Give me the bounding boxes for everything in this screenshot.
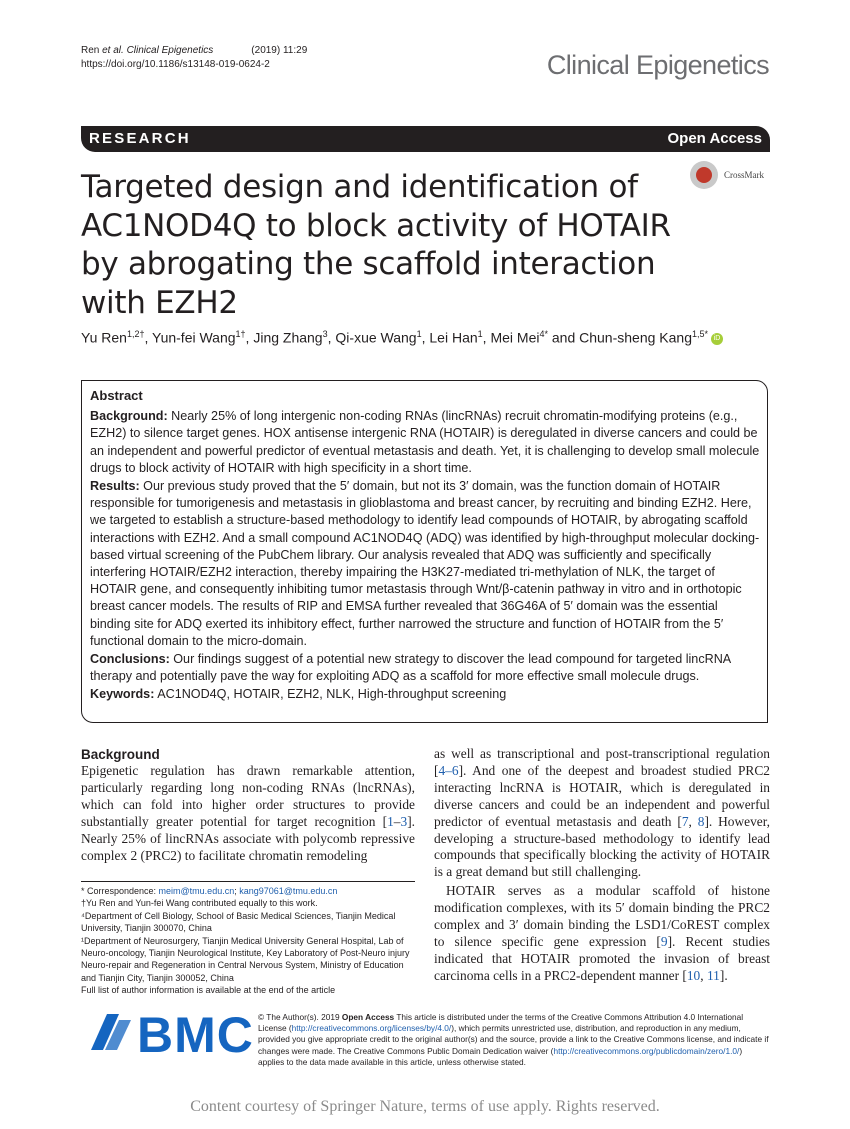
background-heading: Background <box>81 747 160 762</box>
author-affiliation: 4* <box>539 329 548 339</box>
author-name: Yun-fei Wang <box>152 329 236 346</box>
author-affiliation: 1,5* <box>692 329 709 339</box>
license-link[interactable]: http://creativecommons.org/publicdomain/zero/1.0/ <box>553 1045 740 1056</box>
body-left-column <box>81 746 415 864</box>
citation-link[interactable]: 7 <box>681 813 689 829</box>
license-open-access: Open Access <box>341 1012 395 1022</box>
abstract-background-label: Background: <box>90 409 168 424</box>
open-access-label: Open Access <box>667 130 762 147</box>
author-separator: , <box>327 329 336 346</box>
citation-year: (2019) 11:29 <box>251 45 308 56</box>
author-affiliation: 1,2† <box>126 329 145 339</box>
email-separator: ; <box>234 886 240 896</box>
email-link[interactable]: kang97061@tmu.edu.cn <box>239 886 338 896</box>
abstract-background-text: Nearly 25% of long intergenic non-coding RNAs (lincRNAs) recruit chromatin-modifying proteins (e.g., EZH2) to silence target genes. HOX antisense intergenic RNA (HOTAIR) is deregulated in diverse cancers and could be an independent and powerful predictor of eventual metastasis and death. Yet, it is challenging to develop small molecule drugs to block activity of HOTAIR with high specificity in a short time. <box>90 409 760 475</box>
paragraph-text: ]. Nearly 25% of lincRNAs associate with polycomb repressive complex 2 (PRC2) to facilitate chromatin remodeling <box>81 813 415 863</box>
license-body: This article is distributed under the terms of the Creative Commons Attribution 4.0 International License ( <box>258 1012 744 1034</box>
license-copyright: © The Author(s). 2019 <box>258 1012 342 1022</box>
doi-link[interactable]: https://doi.org/10.1186/s13148-019-0624-2 <box>81 59 270 70</box>
affiliation-1: ¹Department of Neurosurgery, Tianjin Medical University General Hospital, Lab of Neuro-oncology, Tianjin Neurological Institute, Key Laboratory of Post-Neuro injury Neuro-repair and Regeneration in Central Nervous System, Ministry of Education and Tianjin City, Tianjin 300052, China <box>81 935 410 983</box>
citation <box>81 44 307 72</box>
courtesy-notice: Content courtesy of Springer Nature, terms of use apply. Rights reserved. <box>190 1098 660 1115</box>
footnotes <box>81 885 421 997</box>
abstract-results <box>90 478 760 650</box>
equal-contribution-note: †Yu Ren and Yun-fei Wang contributed equally to this work. <box>81 898 318 909</box>
paragraph-text: , <box>700 967 707 983</box>
section-label: RESEARCH <box>89 130 191 147</box>
license-text <box>258 1012 770 1068</box>
author-name: Qi-xue Wang <box>335 329 417 346</box>
author-name: Mei Mei <box>490 329 540 346</box>
crossmark-label: CrossMark <box>724 170 764 180</box>
correspondence <box>81 885 421 897</box>
paragraph-text: ]. And one of the deepest and broadest studied PRC2 interacting lncRNA is HOTAIR, which is deregulated in diverse cancers and could be an independent and powerful predictor of eventual metastasis and death [ <box>434 762 770 829</box>
author-affiliation: 3 <box>322 329 328 339</box>
author-separator: , <box>482 329 491 346</box>
background-paragraph <box>81 763 415 864</box>
abstract-heading: Abstract <box>90 388 143 403</box>
abstract-keywords <box>90 686 760 703</box>
author-separator: , <box>421 329 430 346</box>
abstract-keywords-text: AC1NOD4Q, HOTAIR, EZH2, NLK, High-throughput screening <box>154 687 507 702</box>
correspondence-label: * Correspondence: <box>81 886 159 896</box>
citation-authors: Ren <box>81 45 103 56</box>
crossmark-button[interactable] <box>690 161 800 191</box>
body-right-column <box>434 746 770 985</box>
license-link[interactable]: http://creativecommons.org/licenses/by/4.0/ <box>291 1023 452 1034</box>
license-body: ) applies to the data made available in this article, unless otherwise stated. <box>258 1045 743 1067</box>
journal-name: Clinical Epigenetics <box>546 50 769 80</box>
abstract-conclusions-label: Conclusions: <box>90 652 170 667</box>
bmc-logo-text: BMC <box>137 1007 254 1063</box>
citation-link[interactable]: 9 <box>660 933 668 949</box>
full-list-note: Full list of author information is available at the end of the article <box>81 985 336 996</box>
abstract-results-text: Our previous study proved that the 5′ domain, but not its 3′ domain, was the function domain of HOTAIR responsible for tumorigenesis and metastasis in glioblastoma and breast cancer, by recruiting and binding EZH2. Here, we targeted to establish a structure-based methodology to identify lead compounds of HOTAIR, by abrogating scaffold interactions with EZH2. And a small compound AC1NOD4Q (ADQ) was identified by high-throughput molecular docking-based virtual screening of the PubChem library. Our analysis revealed that ADQ was sufficiently and specifically interfering HOTAIR/EZH2 interaction, thereby impairing the H3K27-mediated tri-methylation of NLK, the target of HOTAIR gene, and consequently inhibiting tumor metastasis through Wnt/β-catenin pathway in vitro and in orthotopic breast cancer models. The results of RIP and EMSA further revealed that 36G46A of 5′ domain was the essential binding site for ADQ exerted its inhibitory effect, further narrowed the structure and function of HOTAIR from the 5′ functional domain to the micro-domain. <box>90 479 760 648</box>
citation-journal: et al. Clinical Epigenetics <box>102 45 214 56</box>
bmc-logo-icon <box>89 1010 135 1056</box>
license-body: ), which permits unrestricted use, distribution, and reproduction in any medium, provided you give appropriate credit to the original author(s) and the source, provide a link to the Creative Commons license, and indicate if changes were made. The Creative Commons Public Domain Dedication waiver ( <box>258 1023 769 1056</box>
abstract-results-label: Results: <box>90 479 140 494</box>
paragraph-text: Epigenetic regulation has drawn remarkable attention, particularly regarding long non-coding RNAs (lncRNAs), which can fold into higher order structures to provide substantially greater potential for target recognition [ <box>81 763 415 829</box>
abstract-conclusions <box>90 651 760 685</box>
citation-link[interactable]: 4–6 <box>438 762 459 778</box>
orcid-icon[interactable]: iD <box>711 333 723 345</box>
citation-link[interactable]: 1 <box>387 813 394 829</box>
right-paragraph-2 <box>434 883 770 984</box>
citation-link[interactable]: 11 <box>706 967 720 983</box>
abstract-keywords-label: Keywords: <box>90 687 155 702</box>
section-banner <box>81 126 770 152</box>
author-name: Chun-sheng Kang <box>579 329 692 346</box>
email-link[interactable]: meim@tmu.edu.cn <box>158 886 235 896</box>
abstract-background <box>90 408 760 477</box>
paragraph-text: – <box>393 813 401 829</box>
bmc-logo <box>89 1007 254 1063</box>
paragraph-text: , <box>688 813 698 829</box>
paragraph-text: HOTAIR serves as a modular scaffold of histone modification complexes, with its 5′ domain binding the PRC2 complex and 3′ domain binding the LSD1/CoREST complex to silence specific gene expression [ <box>434 883 770 949</box>
author-affiliation: 1 <box>477 329 483 339</box>
paragraph-text: ]. <box>719 967 728 983</box>
paragraph-text: ]. Recent studies indicated that HOTAIR promoted the invasion of breast carcinoma cells in a PRC2-dependent manner [ <box>434 933 770 983</box>
abstract-box <box>81 380 768 723</box>
author-list <box>81 329 723 346</box>
crossmark-icon <box>690 161 718 189</box>
article-title: Targeted design and identification of AC1NOD4Q to block activity of HOTAIR by abrogating the scaffold interaction with EZH2 <box>81 169 671 321</box>
citation-link[interactable]: 3 <box>400 813 408 829</box>
author-separator: , <box>245 329 254 346</box>
paragraph-text: ]. However, developing a structure-based methodology to identify lead compounds that specifically blocking the activity of HOTAIR is a great demand but still challenging. <box>434 813 771 880</box>
footnote-divider <box>81 881 415 882</box>
author-separator: , <box>144 329 152 346</box>
author-affiliation: 1 <box>416 329 422 339</box>
author-affiliation: 1† <box>235 329 246 339</box>
affiliation-4: ⁴Department of Cell Biology, School of Basic Medical Sciences, Tianjin Medical University, Tianjin 300070, China <box>81 910 396 934</box>
citation-link[interactable]: 10 <box>686 967 701 983</box>
author-separator: and <box>547 329 580 346</box>
abstract-conclusions-text: Our findings suggest of a potential new strategy to discover the lead compound for targeted lincRNA therapy and potentially pave the way for exploiting ADQ as a scaffold for more effective small molecule drugs. <box>90 652 731 684</box>
author-name: Yu Ren <box>81 329 127 346</box>
author-name: Lei Han <box>429 329 478 346</box>
citation-link[interactable]: 8 <box>697 813 705 829</box>
paragraph-text: as well as transcriptional and post-transcriptional regulation [ <box>434 746 770 778</box>
author-name: Jing Zhang <box>253 329 323 346</box>
right-paragraph-1 <box>434 746 770 881</box>
